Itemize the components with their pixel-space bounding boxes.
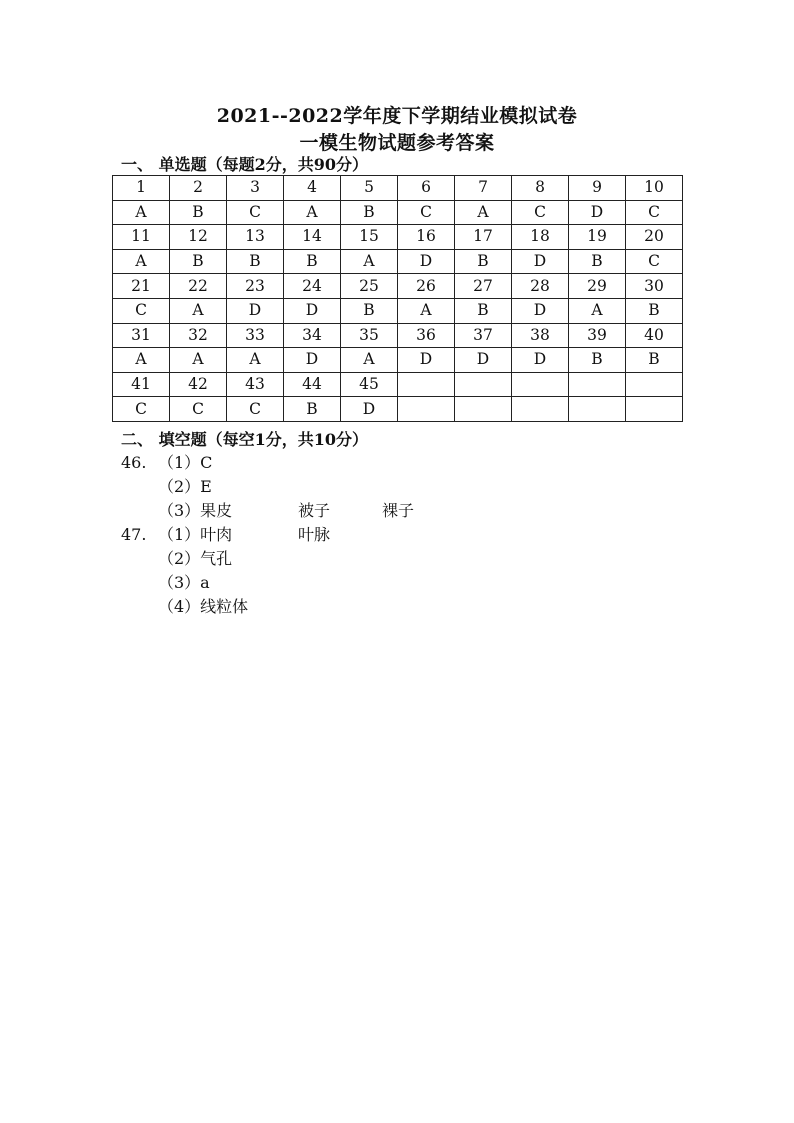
question-number-cell: 14 (284, 225, 341, 250)
answer-cell: B (569, 348, 626, 373)
answer-cell: D (512, 348, 569, 373)
question-number-cell: 42 (170, 372, 227, 397)
question-number-cell: 6 (398, 176, 455, 201)
answer-cell: D (398, 348, 455, 373)
question-number-cell: 43 (227, 372, 284, 397)
answer-cell: A (113, 348, 170, 373)
question-number-row (113, 323, 683, 348)
answer-cell: C (170, 397, 227, 422)
question-number-row (113, 225, 683, 250)
answer-cell: D (512, 249, 569, 274)
answer-row (113, 200, 683, 225)
answer-47-2: （2）气孔 (158, 549, 233, 568)
answer-47-4: （4）线粒体 (158, 597, 249, 616)
question-number-cell: 41 (113, 372, 170, 397)
answer-cell: A (170, 348, 227, 373)
question-number-cell: 8 (512, 176, 569, 201)
answer-cell: B (227, 249, 284, 274)
question-number-cell: 33 (227, 323, 284, 348)
answer-46-1: （1）C (158, 453, 213, 472)
answer-cell: C (227, 397, 284, 422)
question-number-cell: 40 (626, 323, 683, 348)
answer-cell: D (284, 348, 341, 373)
question-number-cell: 28 (512, 274, 569, 299)
answer-row (113, 348, 683, 373)
question-number-cell: 32 (170, 323, 227, 348)
question-number-cell (512, 372, 569, 397)
answer-cell: B (626, 348, 683, 373)
answer-row (113, 249, 683, 274)
answer-cell: C (626, 249, 683, 274)
answer-cell: C (227, 200, 284, 225)
question-number-cell: 5 (341, 176, 398, 201)
answer-cell: A (113, 249, 170, 274)
answer-cell: B (284, 249, 341, 274)
answer-cell: C (512, 200, 569, 225)
answer-cell: C (626, 200, 683, 225)
question-number-cell: 15 (341, 225, 398, 250)
answer-cell: D (284, 298, 341, 323)
answer-cell: D (455, 348, 512, 373)
answer-cell: A (227, 348, 284, 373)
answer-cell: B (170, 200, 227, 225)
question-number-46: 46. (121, 453, 147, 472)
question-number-cell: 24 (284, 274, 341, 299)
question-number-cell: 7 (455, 176, 512, 201)
answer-46-3-second: 被子 (298, 501, 331, 520)
answer-cell: B (170, 249, 227, 274)
question-number-cell: 3 (227, 176, 284, 201)
question-number-47: 47. (121, 525, 147, 544)
answer-46-2: （2）E (158, 477, 212, 496)
answer-cell: C (113, 397, 170, 422)
question-number-cell: 38 (512, 323, 569, 348)
answer-47-1-second: 叶脉 (298, 525, 331, 544)
answer-cell: A (341, 348, 398, 373)
question-number-cell: 10 (626, 176, 683, 201)
answer-table (112, 175, 683, 422)
question-number-cell: 16 (398, 225, 455, 250)
answer-cell: B (626, 298, 683, 323)
question-number-cell: 25 (341, 274, 398, 299)
question-number-cell: 29 (569, 274, 626, 299)
question-number-cell: 36 (398, 323, 455, 348)
answer-cell: B (341, 200, 398, 225)
answer-cell: A (455, 200, 512, 225)
question-number-cell: 21 (113, 274, 170, 299)
question-number-cell: 35 (341, 323, 398, 348)
answer-cell (455, 397, 512, 422)
answer-cell: A (398, 298, 455, 323)
question-number-cell: 37 (455, 323, 512, 348)
answer-cell (626, 397, 683, 422)
fill-in-answers (0, 452, 794, 622)
question-number-row (113, 176, 683, 201)
answer-46-3: （3）果皮 (158, 501, 233, 520)
answer-47-1: （1）叶肉 (158, 525, 233, 544)
question-number-cell: 9 (569, 176, 626, 201)
question-number-row (113, 372, 683, 397)
answer-cell: B (455, 298, 512, 323)
question-number-cell (569, 372, 626, 397)
question-number-cell: 22 (170, 274, 227, 299)
question-number-cell: 39 (569, 323, 626, 348)
question-number-cell (455, 372, 512, 397)
section-heading-multiple-choice: 一、 单选题（每题2分，共90分） (121, 155, 368, 174)
question-number-cell: 44 (284, 372, 341, 397)
question-number-cell: 30 (626, 274, 683, 299)
question-number-cell: 17 (455, 225, 512, 250)
question-number-cell: 2 (170, 176, 227, 201)
question-number-row (113, 274, 683, 299)
question-number-cell: 26 (398, 274, 455, 299)
question-number-cell: 1 (113, 176, 170, 201)
section-heading-fill-in: 二、 填空题（每空1分，共10分） (121, 430, 368, 449)
answer-cell (512, 397, 569, 422)
question-number-cell: 31 (113, 323, 170, 348)
question-number-cell: 45 (341, 372, 398, 397)
answer-cell (398, 397, 455, 422)
answer-cell: D (398, 249, 455, 274)
answer-cell: B (569, 249, 626, 274)
answer-cell: D (512, 298, 569, 323)
question-number-cell (398, 372, 455, 397)
answer-cell: D (227, 298, 284, 323)
answer-47-3: （3）a (158, 573, 210, 592)
answer-cell: A (284, 200, 341, 225)
question-number-cell: 23 (227, 274, 284, 299)
question-number-cell: 27 (455, 274, 512, 299)
question-number-cell: 12 (170, 225, 227, 250)
answer-cell: D (569, 200, 626, 225)
answer-cell: A (170, 298, 227, 323)
answer-row (113, 397, 683, 422)
answer-46-3-third: 裸子 (382, 501, 415, 520)
exam-title: 2021--2022学年度下学期结业模拟试卷 (216, 105, 578, 127)
question-number-cell: 13 (227, 225, 284, 250)
answer-cell: C (398, 200, 455, 225)
answer-cell: A (341, 249, 398, 274)
answer-cell: B (284, 397, 341, 422)
answer-cell: A (113, 200, 170, 225)
answer-cell: C (113, 298, 170, 323)
question-number-cell (626, 372, 683, 397)
answer-cell: A (569, 298, 626, 323)
question-number-cell: 34 (284, 323, 341, 348)
answer-cell (569, 397, 626, 422)
answer-key-subtitle: 一模生物试题参考答案 (299, 132, 495, 154)
answer-cell: B (341, 298, 398, 323)
question-number-cell: 19 (569, 225, 626, 250)
answer-row (113, 298, 683, 323)
question-number-cell: 11 (113, 225, 170, 250)
question-number-cell: 20 (626, 225, 683, 250)
answer-cell: B (455, 249, 512, 274)
question-number-cell: 18 (512, 225, 569, 250)
question-number-cell: 4 (284, 176, 341, 201)
answer-cell: D (341, 397, 398, 422)
